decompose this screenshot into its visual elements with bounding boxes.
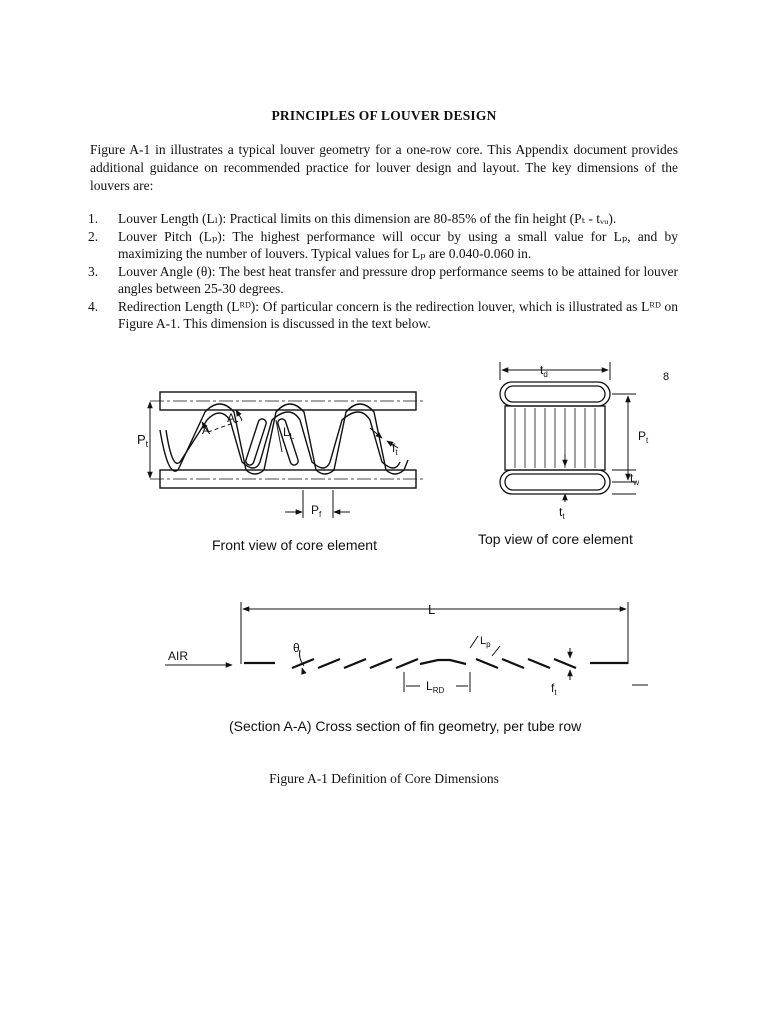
intro-paragraph: Figure A-1 in illustrates a typical louver geometry for a one-row core. This Appendix document provides additional guidance on recommended practice for louver design and layout. The key dimensions of the louvers are:	[90, 142, 678, 193]
pt-label: $P_t$	[137, 432, 149, 449]
fin-wave	[160, 404, 408, 474]
section-a-label: A	[202, 423, 211, 437]
theta-label: θ	[293, 641, 300, 655]
list-text: Redirection Length (Lᴿᴰ): Of particular concern is the redirection louver, which is illustrated as Lᴿᴰ on Figure A-1. This dimension is discussed in the text below.	[118, 299, 678, 331]
top-view-diagram	[500, 362, 636, 502]
ft-label: $f_t$	[392, 441, 398, 457]
front-view-caption: Front view of core element	[212, 537, 377, 553]
section-diagram	[165, 602, 648, 692]
list-text: Louver Length (Lₗ): Practical limits on this dimension are 80-85% of the fin height (Pₜ - tᵥᵤ).	[118, 211, 617, 226]
tw-label: $t_w$	[630, 471, 640, 487]
figure-caption: Figure A-1 Definition of Core Dimensions	[269, 771, 499, 786]
ll-label: $L_L$	[283, 425, 295, 441]
louver-strips	[244, 659, 628, 668]
section-a-label: A	[227, 411, 236, 425]
list-number: 4.	[88, 299, 99, 314]
note-8: 8	[663, 371, 670, 383]
lrd-label: $L_{RD}$	[426, 679, 445, 695]
list-number: 3.	[88, 264, 99, 279]
length-label: L	[428, 602, 436, 617]
top-view-caption: Top view of core element	[478, 531, 633, 547]
td-label: $t_d$	[540, 363, 548, 379]
pf-label: $P_f$	[311, 503, 322, 519]
ft-label-section: $f_t$	[551, 681, 557, 697]
front-view-diagram	[150, 392, 426, 518]
list-text: Louver Angle (θ): The best heat transfer and pressure drop performance seems to be attained for louver angles between 25-30 degrees.	[118, 264, 678, 296]
list-number: 1.	[88, 211, 99, 226]
page-title: PRINCIPLES OF LOUVER DESIGN	[271, 108, 497, 123]
tt-label: $t_t$	[559, 505, 565, 521]
pt-label-top: $P_t$	[638, 429, 649, 445]
list-text: Louver Pitch (Lₚ): The highest performance will occur by using a small value for Lₚ, and by maximizing the number of louvers. Typical values for Lₚ are 0.040-0.060 in.	[118, 229, 678, 261]
fin-lines	[515, 408, 595, 468]
list-number: 2.	[88, 229, 99, 244]
air-label: AIR	[168, 649, 189, 663]
section-caption: (Section A-A) Cross section of fin geometry, per tube row	[229, 718, 582, 734]
lp-label: $L_p$	[480, 635, 491, 649]
